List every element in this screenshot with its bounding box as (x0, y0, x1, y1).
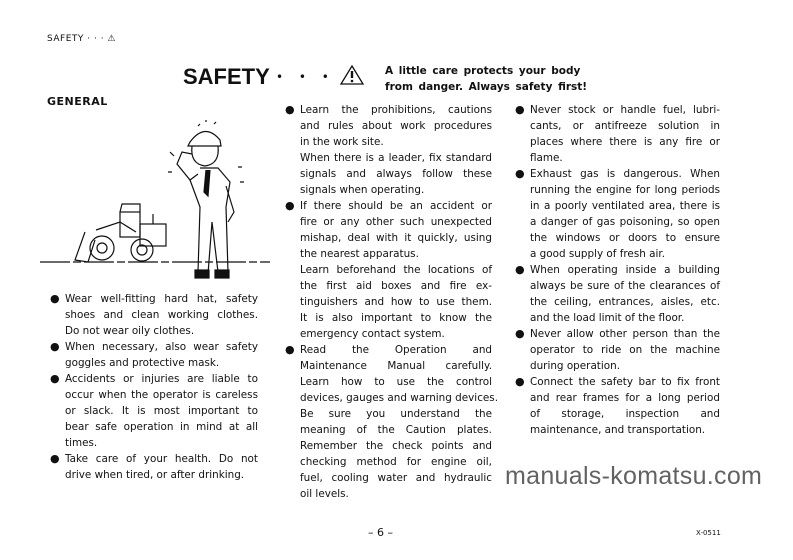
list-item (515, 102, 720, 166)
text-line: Do not wear oily clothes. (65, 325, 195, 337)
text-line: fuel, cooling water and hydraulic (300, 472, 492, 484)
text-line: of storage, inspection and (530, 408, 720, 420)
running-header: SAFETY · · · ⚠ (47, 34, 116, 44)
text-line: devices, gauges and warning devices. (300, 392, 499, 404)
text-line: and the load limit of the floor. (530, 312, 685, 324)
text-line: running the engine for long periods (530, 184, 720, 196)
text-line: tinguishers and how to use them. (300, 296, 492, 308)
document-code: X-0511 (696, 529, 721, 537)
text-line: Learn the prohibitions, cautions (300, 104, 492, 116)
bullet-icon: ● (285, 199, 295, 212)
bullet-icon: ● (515, 103, 525, 116)
list-item (515, 166, 720, 262)
list-item (50, 451, 258, 483)
bullet-icon: ● (515, 327, 525, 340)
text-line: bear safe operation in mind at all (65, 421, 258, 433)
text-line: Connect the safety bar to fix front (530, 376, 720, 388)
text-line: signals when operating. (300, 184, 425, 196)
text-line: checking method for engine oil, (300, 456, 492, 468)
text-line: the windows or doors to ensure (530, 232, 720, 244)
text-line: operator to ride on the machine (530, 344, 720, 356)
bullet-icon: ● (515, 263, 525, 276)
page-title: SAFETY (183, 64, 270, 89)
text-line: a good supply of fresh air. (530, 248, 665, 260)
text-line: places where there is any fire or (530, 136, 720, 148)
text-line: or slack. It is most important to (65, 405, 258, 417)
safety-illustration (40, 112, 270, 291)
text-line: When operating inside a building (530, 264, 720, 276)
warning-triangle-icon (339, 64, 365, 90)
text-line: occur when the operator is careless (65, 389, 258, 401)
text-line: Exhaust gas is dangerous. When (530, 168, 720, 180)
text-line: always be sure of the clearances of (530, 280, 720, 292)
text-line: and rules about work procedures (300, 120, 492, 132)
text-line: When necessary, also wear safety (65, 341, 258, 353)
title-dots: • • • (276, 70, 329, 84)
text-line: Learn beforehand the locations of (300, 264, 492, 276)
text-line: Accidents or injuries are liable to (65, 373, 258, 385)
bullet-icon: ● (50, 340, 60, 353)
text-line: the nearest apparatus. (300, 248, 419, 260)
bullet-icon: ● (50, 372, 60, 385)
text-line: Take care of your health. Do not (65, 453, 258, 465)
text-line: the ceiling, entrances, aisles, etc. (530, 296, 720, 308)
text-line: times. (65, 437, 98, 449)
text-line: in a poorly ventilated area, there is (530, 200, 720, 212)
text-line: meaning of the Caution plates. (300, 424, 492, 436)
text-line: in the work site. (300, 136, 384, 148)
text-line: Remember the check points and (300, 440, 492, 452)
text-line: oil levels. (300, 488, 349, 500)
text-line: a danger of gas poisoning, so open (530, 216, 720, 228)
list-item (515, 374, 720, 438)
wheel-loader (75, 204, 166, 262)
text-line: Maintenance Manual carefully. (300, 360, 492, 372)
text-line: drive when tired, or after drinking. (65, 469, 245, 481)
text-line: If there should be an accident or (300, 200, 492, 212)
column-left (50, 291, 258, 483)
text-line: When there is a leader, fix standard (300, 152, 492, 164)
bullet-icon: ● (50, 292, 60, 305)
text-line: during operation. (530, 360, 621, 372)
text-line: and rear frames for a long period (530, 392, 720, 404)
page-number: – 6 – (368, 526, 393, 539)
column-right (515, 102, 720, 438)
list-item (515, 262, 720, 326)
bullet-icon: ● (285, 103, 295, 116)
text-line: shoes and clean working clothes. (65, 309, 258, 321)
bullet-icon: ● (50, 452, 60, 465)
bullet-icon: ● (515, 167, 525, 180)
tagline-line: A little care protects your body (385, 65, 581, 77)
section-heading: GENERAL (47, 95, 108, 108)
text-line: It is also important to know the (300, 312, 492, 324)
text-line: cants, or antifreeze solution in (530, 120, 720, 132)
list-item (515, 326, 720, 374)
text-line: emergency contact system. (300, 328, 445, 340)
text-line: Read the Operation and (300, 344, 492, 356)
text-line: Never allow other person than the (530, 328, 720, 340)
text-line: maintenance, and transportation. (530, 424, 706, 436)
text-line: Never stock or handle fuel, lubri- (530, 104, 720, 116)
text-line: mishap, deal with it quickly, using (300, 232, 492, 244)
bullet-icon: ● (285, 343, 295, 356)
text-line: Learn how to use the control (300, 376, 492, 388)
watermark: manuals-komatsu.com (505, 462, 763, 490)
tagline-line: from danger. Always safety first! (385, 81, 588, 93)
list-item (285, 102, 492, 198)
worker-figure (168, 120, 244, 278)
list-item (50, 291, 258, 339)
text-line: the first aid boxes and fire ex- (300, 280, 492, 292)
text-line: Be sure you understand the (300, 408, 492, 420)
text-line: fire or any other such unexpected (300, 216, 492, 228)
list-item (285, 198, 492, 342)
bullet-icon: ● (515, 375, 525, 388)
list-item (285, 342, 499, 502)
text-line: goggles and protective mask. (65, 357, 220, 369)
list-item (50, 371, 258, 451)
tagline (385, 63, 587, 95)
text-line: Wear well-fitting hard hat, safety (65, 293, 258, 305)
text-line: flame. (530, 152, 563, 164)
column-middle (285, 102, 499, 502)
list-item (50, 339, 258, 371)
text-line: signals and always follow these (300, 168, 492, 180)
